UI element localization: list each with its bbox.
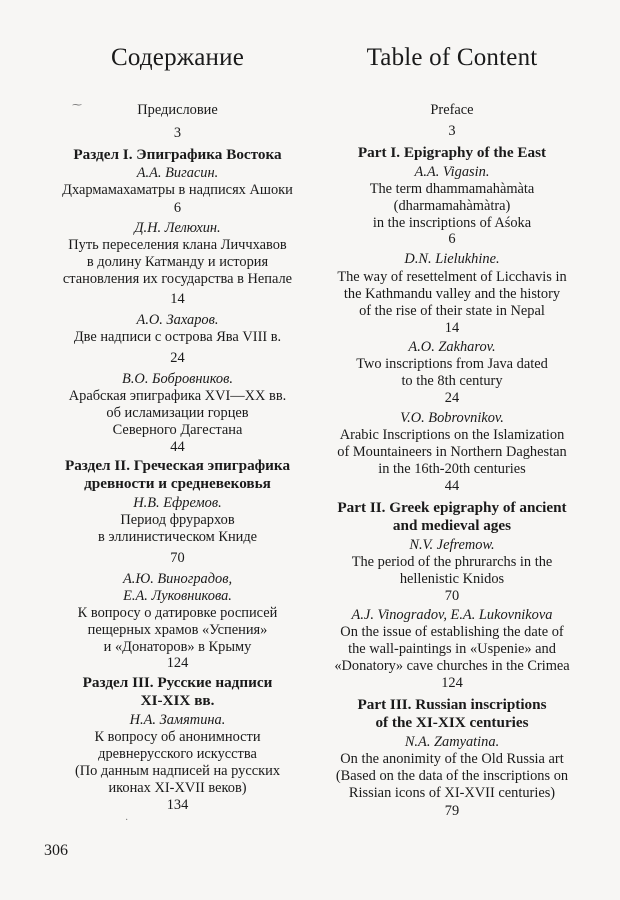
toc-author: Е.А. Луковникова. [123,588,232,604]
toc-page-number: 134 [166,797,189,813]
toc-entry-title: Период фрурархов [120,512,235,528]
toc-entry-title: иконах XI-XVII веков) [108,780,247,796]
toc-page-number: 44 [444,478,460,494]
toc-page-number: 24 [444,390,460,406]
toc-page-number: 70 [170,550,185,566]
page-number: 306 [44,842,68,859]
toc-entry-title: К вопросу об анонимности [94,729,261,745]
toc-section-heading: Part III. Russian inscriptions [357,696,547,713]
toc-entry-title: (Based on the data of the inscriptions on [335,768,569,784]
toc-entry-title: Путь переселения клана Личчхавов [68,237,287,253]
toc-author: V.O. Bobrovnikov. [400,410,504,426]
toc-entry-title: в долину Катманду и история [86,254,269,270]
toc-section-heading: Part I. Epigraphy of the East [357,144,547,161]
toc-entry-title: the Kathmandu valley and the history [343,286,561,302]
toc-entry-title: The term dhammamahàmàta [369,181,535,197]
toc-entry-title: Северного Дагестана [112,422,243,438]
toc-page-number: 124 [441,675,463,691]
english-heading: Table of Content [366,44,538,71]
toc-entry-title: Арабская эпиграфика XVI—XX вв. [68,388,287,404]
toc-section-heading: of the XI-XIX centuries [375,714,529,731]
toc-section-heading: Part II. Greek epigraphy of ancient [337,499,567,516]
toc-entry-title: On the issue of establishing the date of [340,624,564,640]
toc-entry-title: К вопросу о датировке росписей [77,605,278,621]
russian-heading: Содержание [111,44,244,71]
toc-author: N.V. Jefremow. [409,537,495,553]
toc-page-number: 24 [170,350,185,366]
toc-page-number: 14 [170,291,185,307]
toc-author: D.N. Lielukhine. [404,251,500,267]
toc-entry-title: in the 16th-20th centuries [378,461,526,477]
toc-entry-title: (dharmamahàmàtra) [393,198,511,214]
toc-author: А.Ю. Виноградов, [122,571,233,587]
toc-entry-title: Two inscriptions from Java dated [356,356,548,372]
toc-section-heading: древности и средневековья [84,475,271,492]
toc-author: А.А. Вигасин. [136,165,219,181]
toc-entry-title: «Donatory» cave churches in the Crimea [334,658,570,674]
toc-author: В.О. Бобровников. [122,371,233,387]
toc-entry-title: Arabic Inscriptions on the Islamization [339,427,565,443]
toc-author: A.J. Vinogradov, E.A. Lukovnikova [351,607,553,623]
toc-page-number: 3 [173,125,182,141]
toc-author: А.О. Захаров. [136,312,219,328]
toc-entry-title: и «Донаторов» в Крыму [103,639,252,655]
toc-entry-title: The period of the phrurarchs in the [351,554,553,570]
toc-entry-title: the wall-paintings in «Uspenie» and [348,641,556,657]
toc-entry-title: hellenistic Knidos [399,571,505,587]
toc-page-number: 3 [448,123,456,139]
toc-author: Д.Н. Лелюхин. [134,220,221,236]
toc-entry-title: Две надписи с острова Ява VIII в. [73,329,282,345]
toc-entry-title: The way of resettelment of Licchavis in [337,269,567,285]
toc-entry-title: of the rise of their state in Nepal [359,303,545,319]
toc-entry-title: пещерных храмов «Успения» [87,622,268,638]
toc-section-heading: Раздел I. Эпиграфика Востока [73,146,282,163]
toc-entry-title: in the inscriptions of Aśoka [372,215,532,231]
print-speck: · [125,815,129,826]
toc-section-heading: Раздел III. Русские надписи [82,674,273,691]
toc-section-heading: Раздел II. Греческая эпиграфика [64,457,291,474]
toc-section-heading: and medieval ages [392,517,512,534]
toc-entry-title: становления их государства в Непале [62,271,293,287]
toc-entry-title: Rissian icons of XI-XVII centuries) [348,785,556,801]
toc-page-number: 124 [166,655,189,671]
toc-page-number: 14 [444,320,460,336]
toc-author: Н.В. Ефремов. [133,495,222,511]
toc-page-number: 79 [444,803,460,819]
toc-page-number: 44 [170,439,185,455]
toc-page-number: 6 [448,231,456,247]
toc-entry-title: Preface [430,102,474,118]
toc-entry-title: в эллинистическом Книде [97,529,258,545]
toc-author: A.O. Zakharov. [408,339,496,355]
toc-entry-title: Дхармамахаматры в надписях Ашоки [62,182,293,198]
toc-entry-title: (По данным надписей на русских [74,763,281,779]
toc-entry-title: to the 8th century [401,373,503,389]
toc-section-heading: XI-XIX вв. [140,692,215,709]
toc-page-number: 70 [444,588,460,604]
toc-entry-title: древнерусского искусства [98,746,257,762]
toc-entry-title: On the anonimity of the Old Russia art [340,751,564,767]
print-speck: ⁓ [72,100,82,111]
toc-author: A.A. Vigasin. [414,164,490,180]
toc-page-number: 6 [173,200,182,216]
toc-entry-title: об исламизации горцев [106,405,249,421]
toc-entry-title: Предисловие [137,102,218,118]
toc-author: Н.А. Замятина. [129,712,226,728]
toc-author: N.A. Zamyatina. [404,734,500,750]
toc-entry-title: of Mountaineers in Northern Daghestan [337,444,567,460]
